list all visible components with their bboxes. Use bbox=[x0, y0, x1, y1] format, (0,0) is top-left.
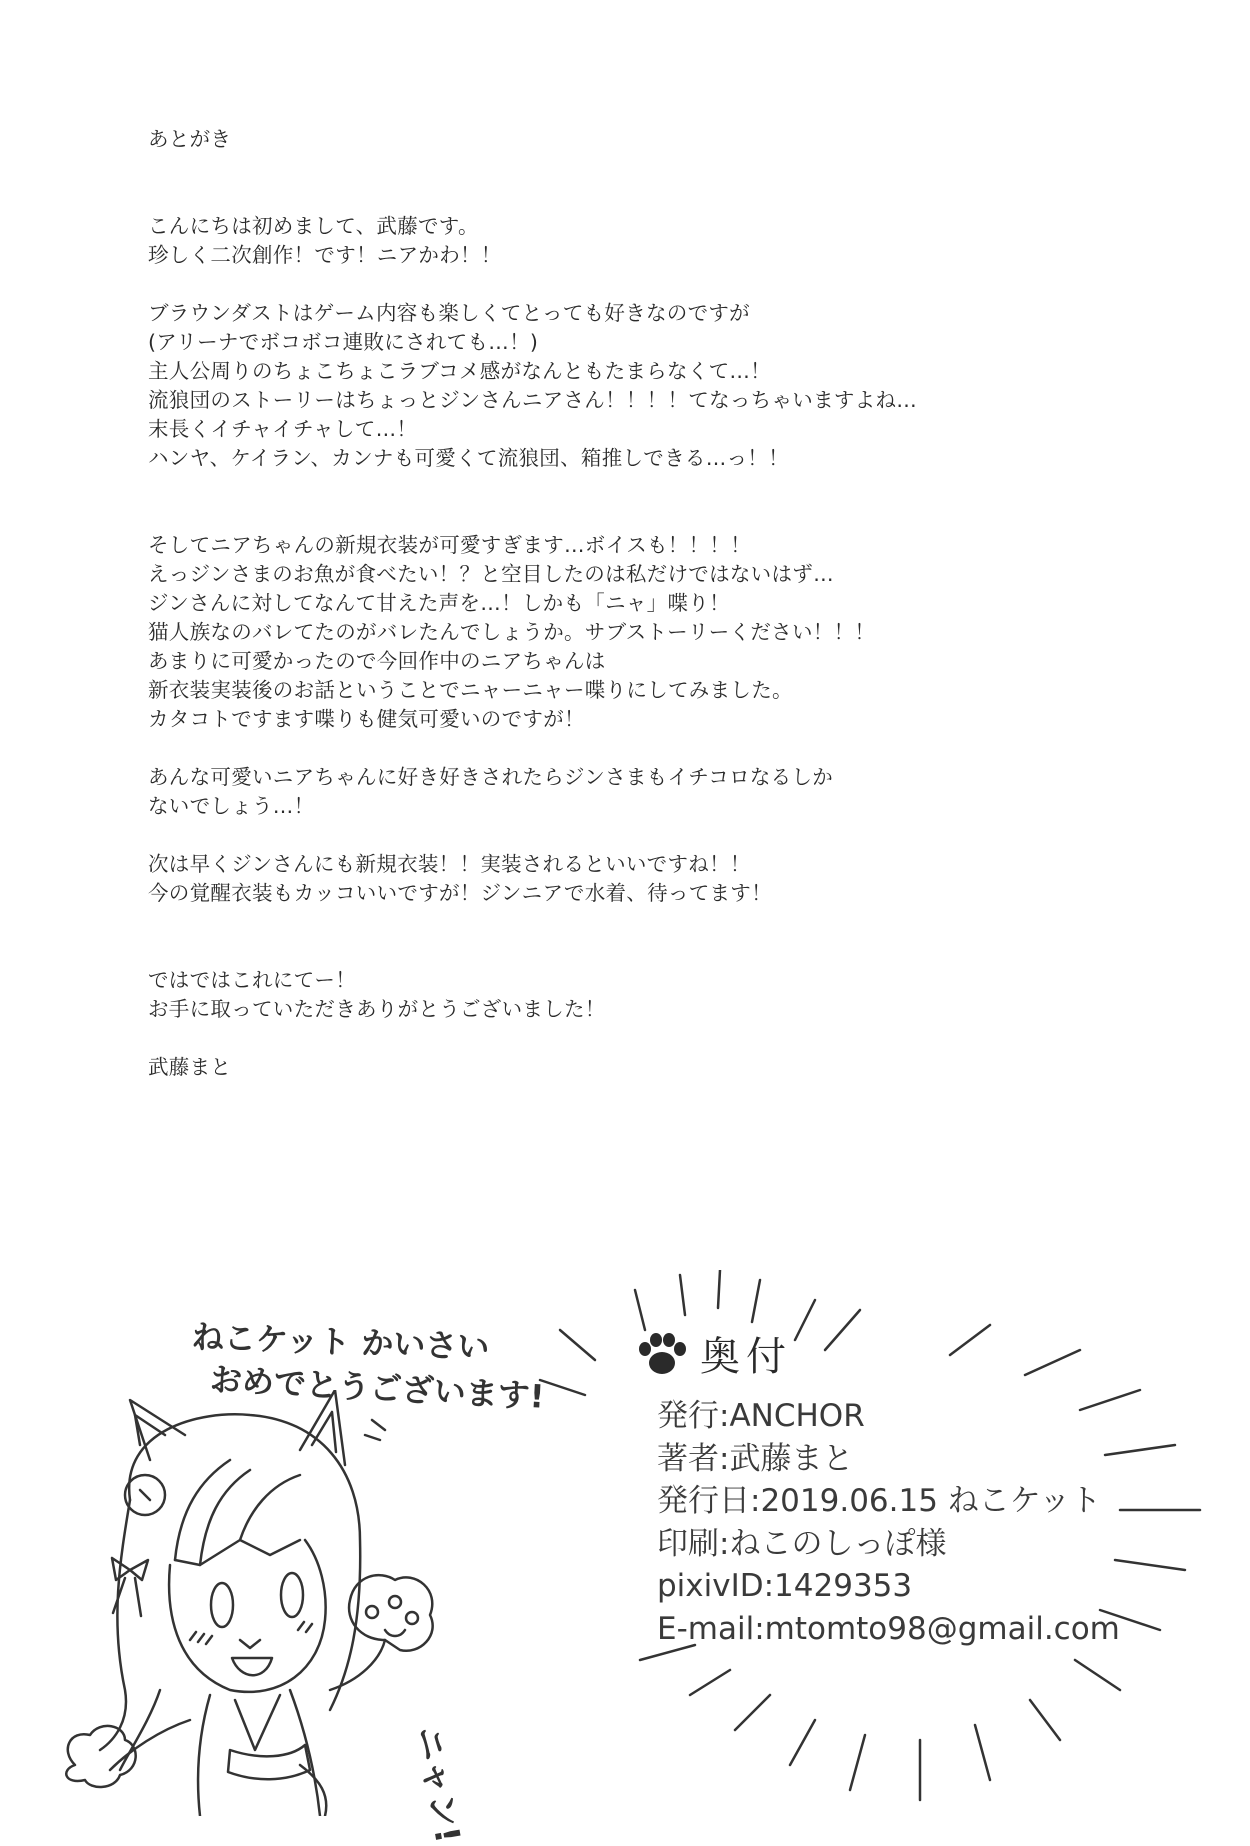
colophon-pixiv: pixivID:1429353 bbox=[657, 1568, 913, 1604]
paragraph bbox=[148, 966, 1108, 1024]
handwritten-message-line2: おめでとうございます! bbox=[209, 1360, 546, 1416]
colophon-printer: 印刷:ねこのしっぽ様 bbox=[657, 1525, 947, 1562]
colophon-author: 著者:武藤まと bbox=[657, 1440, 854, 1477]
text-line: そしてニアちゃんの新規衣装が可愛すぎます…ボイスも！！！！ bbox=[148, 533, 751, 557]
afterword bbox=[148, 125, 1108, 1082]
colophon-publisher: 発行:ANCHOR bbox=[657, 1398, 865, 1434]
text-line: カタコトですます喋りも健気可愛いのですが！ bbox=[148, 707, 585, 731]
text-line: えっジンさまのお魚が食べたい！？と空目したのは私だけではないはず… bbox=[148, 562, 834, 586]
text-line: 今の覚醒衣装もカッコいいですが！ジンニアで水着、待ってます！ bbox=[148, 881, 772, 905]
text-line: ブラウンダストはゲーム内容も楽しくてとっても好きなのですが bbox=[148, 301, 750, 325]
text-line: あまりに可愛かったので今回作中のニアちゃんは bbox=[148, 649, 606, 673]
text-line: 流狼団のストーリーはちょっとジンさんニアさん！！！！てなっちゃいますよね… bbox=[148, 388, 918, 412]
cat-girl-illustration bbox=[0, 1390, 560, 1816]
text-line: 珍しく二次創作！です！ニアかわ！！ bbox=[148, 243, 502, 267]
paw-icon bbox=[636, 1330, 688, 1378]
signature: 武藤まと bbox=[148, 1055, 232, 1079]
text-line: (アリーナでボコボコ連敗にされても…！) bbox=[148, 330, 539, 354]
colophon-email: E-mail:mtomto98@gmail.com bbox=[657, 1610, 1120, 1647]
text-line: 末長くイチャイチャして…！ bbox=[148, 417, 418, 441]
paragraph bbox=[148, 850, 1108, 908]
colophon-list bbox=[657, 1395, 1120, 1650]
text-line: こんにちは初めまして、武藤です。 bbox=[148, 214, 479, 238]
cat-sound-text: ニャン! bbox=[407, 1723, 468, 1846]
paragraph bbox=[148, 212, 1108, 270]
text-line: お手に取っていただきありがとうございました！ bbox=[148, 997, 606, 1021]
text-line: ではではこれにてー！ bbox=[148, 968, 356, 992]
colophon-title: 奥付 bbox=[700, 1334, 792, 1380]
text-line: 主人公周りのちょこちょこラブコメ感がなんともたまらなくて…！ bbox=[148, 359, 771, 383]
text-line: 新衣装実装後のお話ということでニャーニャー喋りにしてみました。 bbox=[148, 678, 793, 702]
text-line: ハンヤ、ケイラン、カンナも可愛くて流狼団、箱推しできる…っ！！ bbox=[148, 446, 789, 470]
text-line: あんな可愛いニアちゃんに好き好きされたらジンさまもイチコロなるしか bbox=[148, 765, 834, 789]
text-line: 猫人族なのバレてたのがバレたんでしょうか。サブストーリーください！！！ bbox=[148, 620, 876, 644]
text-line: ないでしょう…！ bbox=[148, 794, 315, 818]
text-line: ジンさんに対してなんて甘えた声を…！しかも「ニャ」喋り！ bbox=[148, 591, 730, 615]
paragraph bbox=[148, 299, 1108, 473]
paragraph bbox=[148, 531, 1108, 734]
afterword-heading: あとがき bbox=[148, 127, 232, 151]
text-line: 次は早くジンさんにも新規衣装！！実装されるといいですね！！ bbox=[148, 852, 751, 876]
colophon-date: 発行日:2019.06.15 ねこケット bbox=[657, 1483, 1102, 1519]
paragraph bbox=[148, 763, 1108, 821]
handwritten-message-line1: ねこケット かいさい bbox=[191, 1317, 491, 1367]
